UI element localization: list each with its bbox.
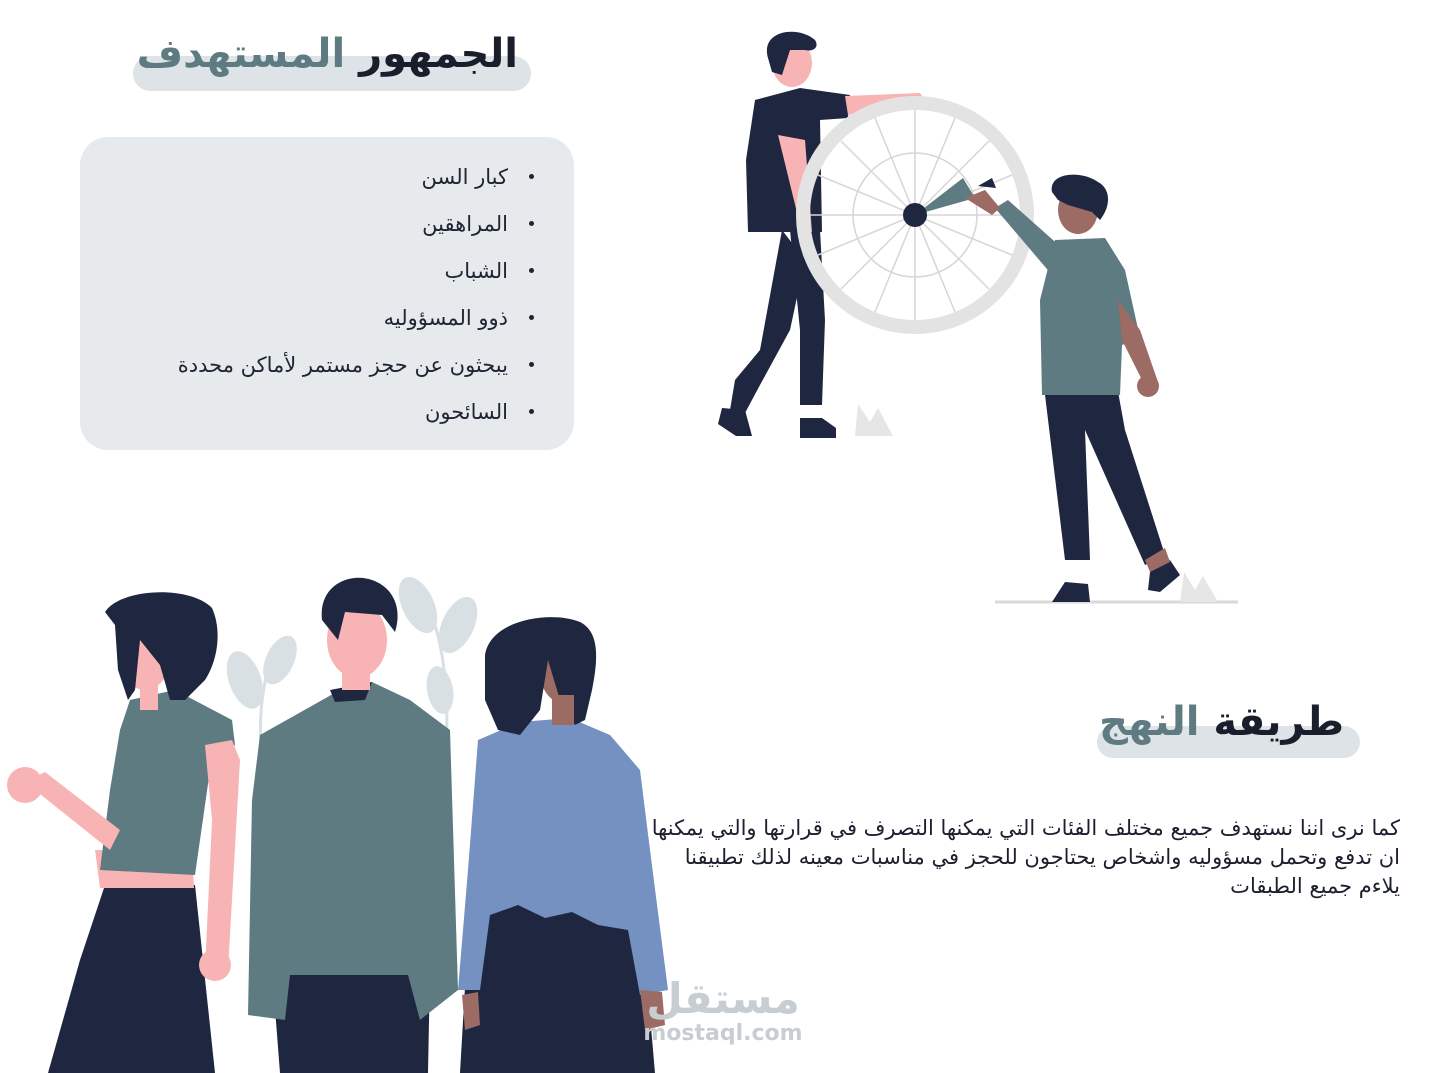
list-item	[178, 304, 534, 351]
watermark-arabic: مستقل	[646, 974, 800, 1023]
bullet-icon	[529, 174, 534, 179]
mostaql-watermark	[628, 976, 818, 1046]
audience-list-card	[80, 137, 574, 450]
approach-paragraph: كما نرى اننا نستهدف جميع مختلف الفئات التي يمكنها التصرف في قرارتها والتي يمكنها ان تدفع وتحمل مسؤوليه واشخاص يحتاجون للحجز في مناسبات معينه لذلك تطبيقنا يلاءم جميع الطبقات	[651, 816, 1400, 898]
list-item	[178, 351, 534, 398]
audience-list	[178, 163, 534, 445]
list-item-label: ذوو المسؤوليه	[383, 306, 508, 330]
bullet-icon	[529, 315, 534, 320]
list-item-label: يبحثون عن حجز مستمر لأماكن محددة	[177, 353, 508, 377]
audience-heading-dark: الجمهور	[359, 31, 518, 77]
bullet-icon	[529, 268, 534, 273]
list-item	[178, 398, 534, 445]
list-item-label: السائحون	[424, 400, 508, 424]
list-item-label: المراهقين	[422, 212, 508, 236]
approach-heading	[1099, 694, 1344, 750]
list-item-label: كبار السن	[421, 165, 508, 189]
three-people-group-illustration	[0, 570, 670, 1073]
bullet-icon	[529, 221, 534, 226]
list-item	[178, 210, 534, 257]
bullet-icon	[529, 362, 534, 367]
watermark-latin: mostaql.com	[643, 1021, 803, 1046]
people-spinning-wheel-illustration	[700, 20, 1260, 620]
bullet-icon	[529, 409, 534, 414]
audience-heading-muted: المستهدف	[136, 31, 346, 77]
list-item	[178, 257, 534, 304]
approach-heading-dark: طريقة	[1213, 699, 1344, 745]
audience-heading	[137, 26, 518, 82]
approach-heading-muted: النهج	[1099, 699, 1200, 745]
list-item-label: الشباب	[444, 259, 508, 283]
list-item	[178, 163, 534, 210]
